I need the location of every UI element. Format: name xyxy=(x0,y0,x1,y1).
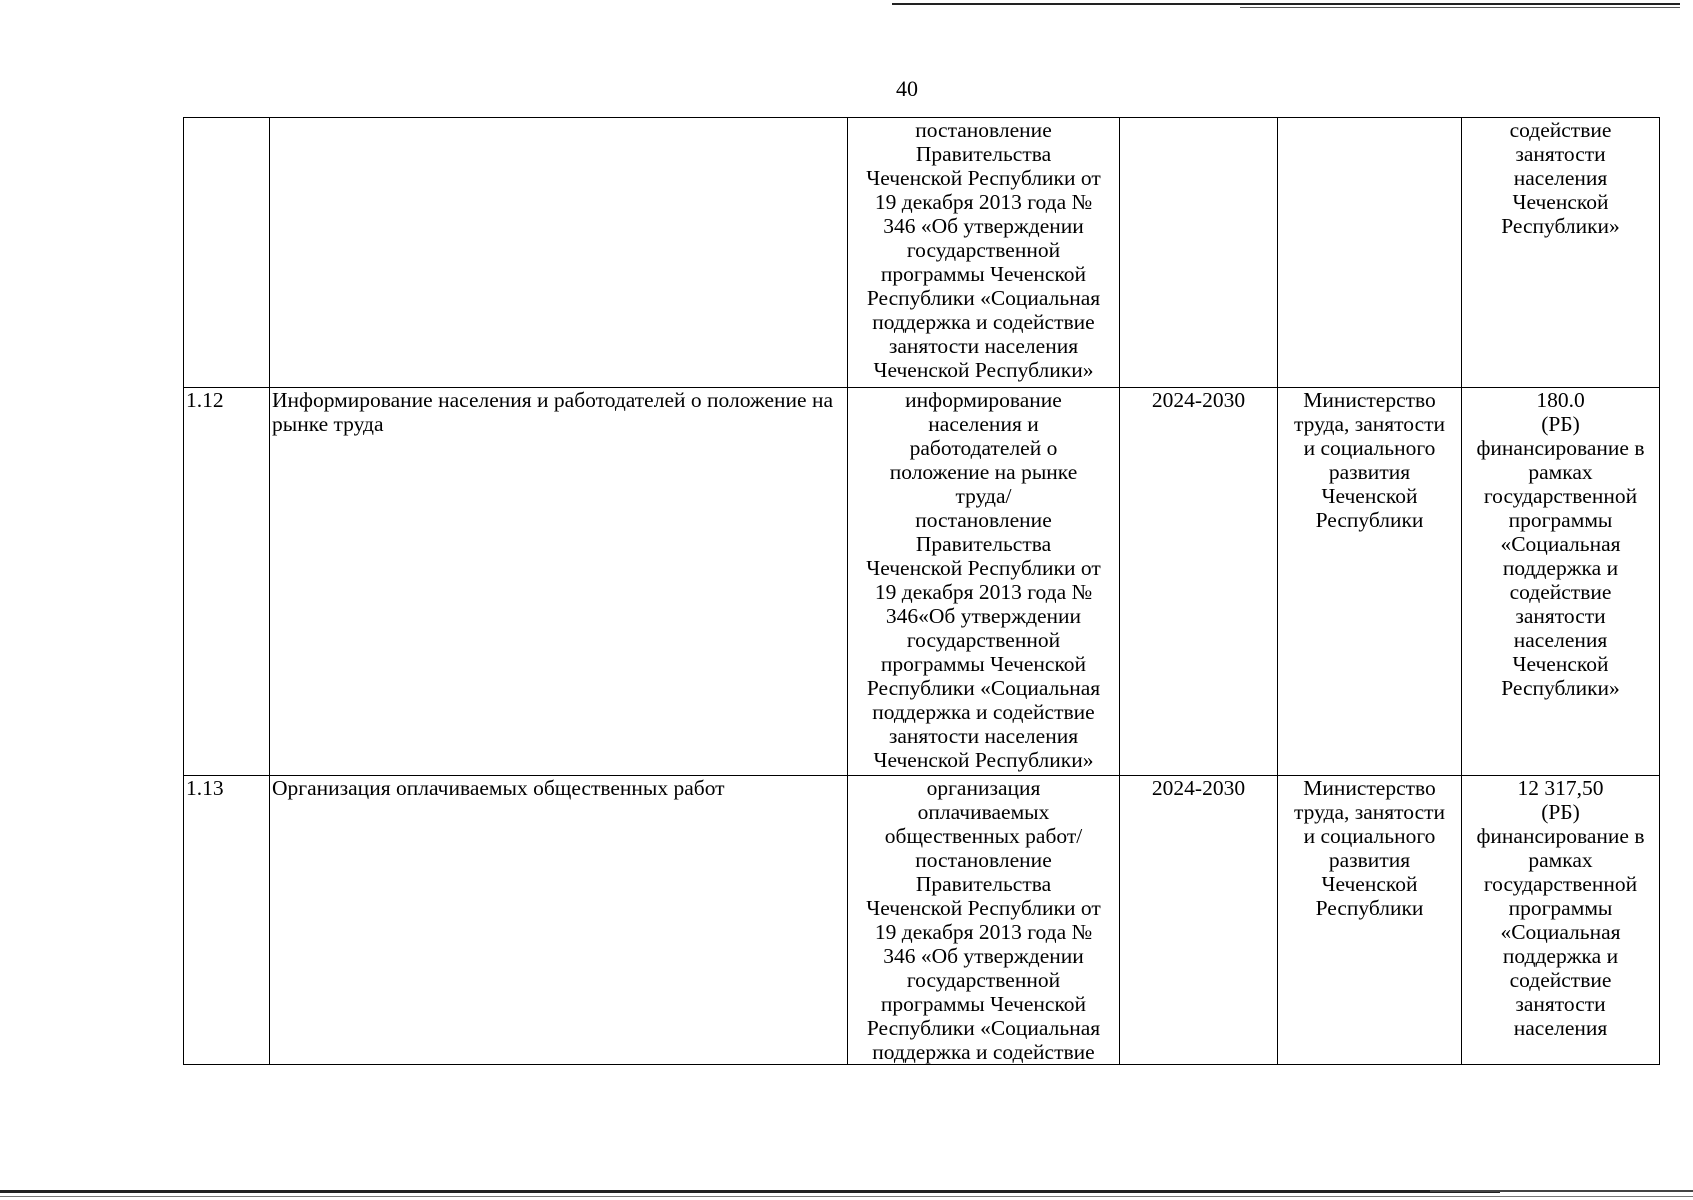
cell-funding-line: Чеченской xyxy=(1512,652,1609,676)
cell-executor-line: и социального xyxy=(1303,824,1436,848)
period-text: 2024-2030 xyxy=(1151,388,1246,412)
cell-funding-line: (РБ) xyxy=(1541,412,1580,436)
cell-basis-line: организация xyxy=(926,776,1041,800)
cell-funding-line: государственной xyxy=(1483,484,1638,508)
cell-executor-line: Министерство xyxy=(1303,776,1436,800)
cell-funding-line: занятости xyxy=(1515,604,1606,628)
cell-funding-line: «Социальная xyxy=(1500,920,1621,944)
table-body xyxy=(184,118,1660,1065)
cell-basis-line: Чеченской Республики» xyxy=(873,748,1094,772)
cell-executor-line: труда, занятости xyxy=(1293,800,1446,824)
cell-basis-line: 19 декабря 2013 года № xyxy=(874,580,1093,604)
cell-funding-line: Республики» xyxy=(1501,676,1620,700)
cell-basis-line: 346«Об утверждении xyxy=(885,604,1082,628)
scan-border-line xyxy=(1430,1190,1693,1192)
cell-funding-line: населения xyxy=(1513,166,1608,190)
cell-funding-line: финансирование в xyxy=(1476,824,1645,848)
cell-executor-line: и социального xyxy=(1303,436,1436,460)
cell-executor-line: Республики xyxy=(1315,508,1424,532)
table-row xyxy=(184,118,1660,388)
page-number: 40 xyxy=(896,76,918,101)
cell-funding xyxy=(1462,388,1660,776)
cell-funding-line: программы xyxy=(1508,508,1613,532)
scan-border-line xyxy=(0,1196,1693,1197)
cell-basis-line: занятости населения xyxy=(888,334,1079,358)
cell-executor-line: Чеченской xyxy=(1321,484,1418,508)
cell-funding-line: содействие xyxy=(1509,580,1612,604)
cell-basis-line: занятости населения xyxy=(888,724,1079,748)
cell-funding-line: 12 317,50 xyxy=(1517,776,1604,800)
cell-basis-line: программы Чеченской xyxy=(880,992,1087,1016)
table-row xyxy=(184,776,1660,1065)
cell-basis-line: постановление xyxy=(915,118,1052,142)
cell-basis-line: постановление xyxy=(915,508,1052,532)
cell-basis-line: труда/ xyxy=(955,484,1012,508)
cell-funding-line: населения xyxy=(1513,1016,1608,1040)
cell-funding xyxy=(1462,776,1660,1065)
cell-funding-line: финансирование в xyxy=(1476,436,1645,460)
measures-table xyxy=(183,117,1660,1065)
cell-executor-line: Чеченской xyxy=(1321,872,1418,896)
cell-funding-line: занятости xyxy=(1515,992,1606,1016)
measure-name: Информирование населения и работодателей о положение на рынке труда xyxy=(272,388,834,436)
cell-basis-line: Республики «Социальная xyxy=(866,676,1101,700)
cell-basis-line: программы Чеченской xyxy=(880,262,1087,286)
cell-basis-line: поддержка и содействие xyxy=(872,310,1095,334)
cell-executor xyxy=(1278,118,1462,388)
cell-executor-line: развития xyxy=(1328,848,1411,872)
cell-executor-line: труда, занятости xyxy=(1293,412,1446,436)
cell-basis-line: Чеченской Республики» xyxy=(873,358,1094,382)
cell-basis xyxy=(848,388,1120,776)
cell-basis-line: поддержка и содействие xyxy=(872,700,1095,724)
cell-period xyxy=(1120,118,1278,388)
cell-funding-line: содействие xyxy=(1509,968,1612,992)
cell-number xyxy=(184,776,270,1065)
cell-basis-line: положение на рынке xyxy=(889,460,1078,484)
cell-funding xyxy=(1462,118,1660,388)
cell-funding-line: государственной xyxy=(1483,872,1638,896)
cell-measure-name xyxy=(270,388,848,776)
cell-basis-line: 346 «Об утверждении xyxy=(883,944,1084,968)
cell-basis-line: оплачиваемых xyxy=(917,800,1050,824)
cell-funding-line: программы xyxy=(1508,896,1613,920)
cell-executor-line: развития xyxy=(1328,460,1411,484)
cell-number xyxy=(184,118,270,388)
cell-executor xyxy=(1278,776,1462,1065)
scan-border-line xyxy=(1240,7,1680,8)
cell-basis-line: Чеченской Республики от xyxy=(866,166,1101,190)
cell-basis-line: Чеченской Республики от xyxy=(866,896,1101,920)
cell-funding-line: Чеченской xyxy=(1512,190,1609,214)
cell-measure-name xyxy=(270,118,848,388)
cell-executor xyxy=(1278,388,1462,776)
cell-basis xyxy=(848,776,1120,1065)
cell-basis-line: 346 «Об утверждении xyxy=(883,214,1084,238)
cell-basis-line: населения и xyxy=(928,412,1039,436)
cell-basis-line: Республики «Социальная xyxy=(866,286,1101,310)
cell-executor-line: Министерство xyxy=(1303,388,1436,412)
cell-funding-line: рамках xyxy=(1528,460,1593,484)
cell-basis-line: государственной xyxy=(906,238,1061,262)
cell-basis xyxy=(848,118,1120,388)
item-number: 1.13 xyxy=(186,776,224,800)
scan-border-line xyxy=(892,3,1680,5)
measure-name: Организация оплачиваемых общественных работ xyxy=(272,776,725,800)
cell-funding-line: 180.0 xyxy=(1536,388,1585,412)
cell-basis-line: постановление xyxy=(915,848,1052,872)
cell-basis-line: Республики «Социальная xyxy=(866,1016,1101,1040)
cell-funding-line: населения xyxy=(1513,628,1608,652)
cell-basis-line: государственной xyxy=(906,628,1061,652)
cell-funding-line: поддержка и xyxy=(1502,556,1619,580)
cell-period xyxy=(1120,776,1278,1065)
cell-funding-line: рамках xyxy=(1528,848,1593,872)
cell-funding-line: занятости xyxy=(1515,142,1606,166)
item-number: 1.12 xyxy=(186,388,224,412)
cell-basis-line: 19 декабря 2013 года № xyxy=(874,920,1093,944)
cell-basis-line: информирование xyxy=(905,388,1062,412)
cell-basis-line: программы Чеченской xyxy=(880,652,1087,676)
cell-basis-line: государственной xyxy=(906,968,1061,992)
cell-number xyxy=(184,388,270,776)
table-row xyxy=(184,388,1660,776)
cell-basis-line: общественных работ/ xyxy=(884,824,1083,848)
period-text: 2024-2030 xyxy=(1151,776,1246,800)
cell-basis-line: 19 декабря 2013 года № xyxy=(874,190,1093,214)
cell-basis-line: Правительства xyxy=(915,142,1052,166)
cell-funding-line: содействие xyxy=(1509,118,1612,142)
cell-funding-line: «Социальная xyxy=(1500,532,1621,556)
cell-funding-line: (РБ) xyxy=(1541,800,1580,824)
cell-funding-line: поддержка и xyxy=(1502,944,1619,968)
cell-basis-line: Правительства xyxy=(915,532,1052,556)
cell-period xyxy=(1120,388,1278,776)
cell-funding-line: Республики» xyxy=(1501,214,1620,238)
cell-basis-line: Чеченской Республики от xyxy=(866,556,1101,580)
cell-basis-line: поддержка и содействие xyxy=(872,1040,1095,1064)
cell-executor-line: Республики xyxy=(1315,896,1424,920)
cell-basis-line: Правительства xyxy=(915,872,1052,896)
cell-measure-name xyxy=(270,776,848,1065)
scan-border-line xyxy=(0,1190,1500,1193)
cell-basis-line: работодателей о xyxy=(909,436,1058,460)
